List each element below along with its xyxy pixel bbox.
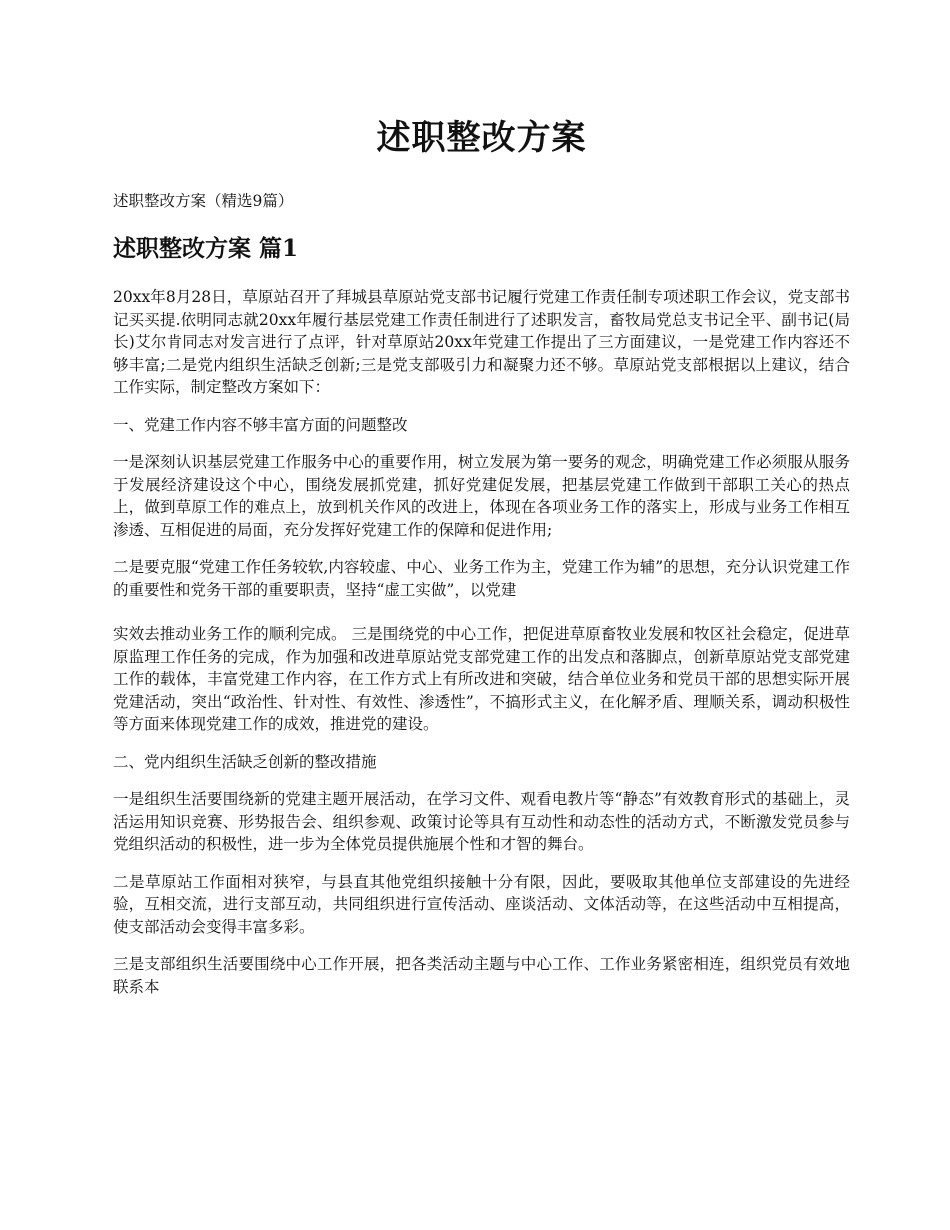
paragraph-item-2: 二是要克服“党建工作任务较软,内容较虚、中心、业务工作为主，党建工作为辅”的思想，充分认识党建工作的重要性和党务干部的重要职责，坚持“虚工实做”，以党建 — [113, 558, 850, 599]
paragraph-heading-1: 一、党建工作内容不够丰富方面的问题整改 — [113, 415, 408, 434]
paragraph-item-6: 三是支部组织生活要围绕中心工作开展，把各类活动主题与中心工作、工作业务紧密相连，组织党员有效地联系本 — [113, 955, 850, 996]
paragraph-heading-2: 二、党内组织生活缺乏创新的整改措施 — [113, 752, 377, 771]
document-subtitle: 述职整改方案（精选9篇） — [113, 192, 294, 210]
document-title: 述职整改方案 — [376, 118, 587, 158]
paragraph-item-1: 一是深刻认识基层党建工作服务中心的重要作用，树立发展为第一要务的观念，明确党建工作必须服从服务于发展经济建设这个中心，围绕发展抓党建，抓好党建促发展，把基层党建工作做到干部职工关心的热点上，做到草原工作的难点上，放到机关作风的改进上，体现在各项业务工作的落实上，形成与业务工作相互渗透、互相促进的局面，充分发挥好党建工作的保障和促进作用; — [113, 453, 850, 539]
paragraph-item-3: 实效去推动业务工作的顺利完成。 三是围绕党的中心工作，把促进草原畜牧业发展和牧区社会稳定，促进草原监理工作任务的完成，作为加强和改进草原站党支部党建工作的出发点和落脚点，创新草原站党支部党建工作的载体，丰富党建工作内容，在工作方式上有所改进和突破，结合单位业务和党员干部的思想实际开展党建活动，突出“政治性、针对性、有效性、渗透性”，不搞形式主义，在化解矛盾、理顺关系，调动积极性等方面来体现党建工作的成效，推进党的建设。 — [113, 625, 850, 733]
paragraph-intro: 20xx年8月28日，草原站召开了拜城县草原站党支部书记履行党建工作责任制专项述职工作会议，党支部书记买买提.依明同志就20xx年履行基层党建工作责任制进行了述职发言，畜牧局党总支书记全平、副书记(局长)艾尔肯同志对发言进行了点评，针对草原站20xx年党建工作提出了三方面建议，一是党建工作内容还不够丰富;二是党内组织生活缺乏创新;三是党支部吸引力和凝聚力还不够。草原站党支部根据以上建议，结合工作实际，制定整改方案如下： — [113, 288, 850, 396]
document-page — [113, 112, 850, 1013]
paragraph-item-4: 一是组织生活要围绕新的党建主题开展活动，在学习文件、观看电教片等“静态”有效教育形式的基础上，灵活运用知识竞赛、形势报告会、组织参观、政策讨论等具有互动性和动态性的活动方式，不断激发党员参与党组织活动的积极性，进一步为全体党员提供施展个性和才智的舞台。 — [113, 790, 850, 853]
paragraph-item-5: 二是草原站工作面相对狭窄，与县直其他党组织接触十分有限，因此，要吸取其他单位支部建设的先进经验，互相交流，进行支部互动，共同组织进行宣传活动、座谈活动、文体活动等，在这些活动中互相提高，使支部活动会变得丰富多彩。 — [113, 872, 850, 936]
section-heading: 述职整改方案 篇1 — [113, 235, 299, 262]
